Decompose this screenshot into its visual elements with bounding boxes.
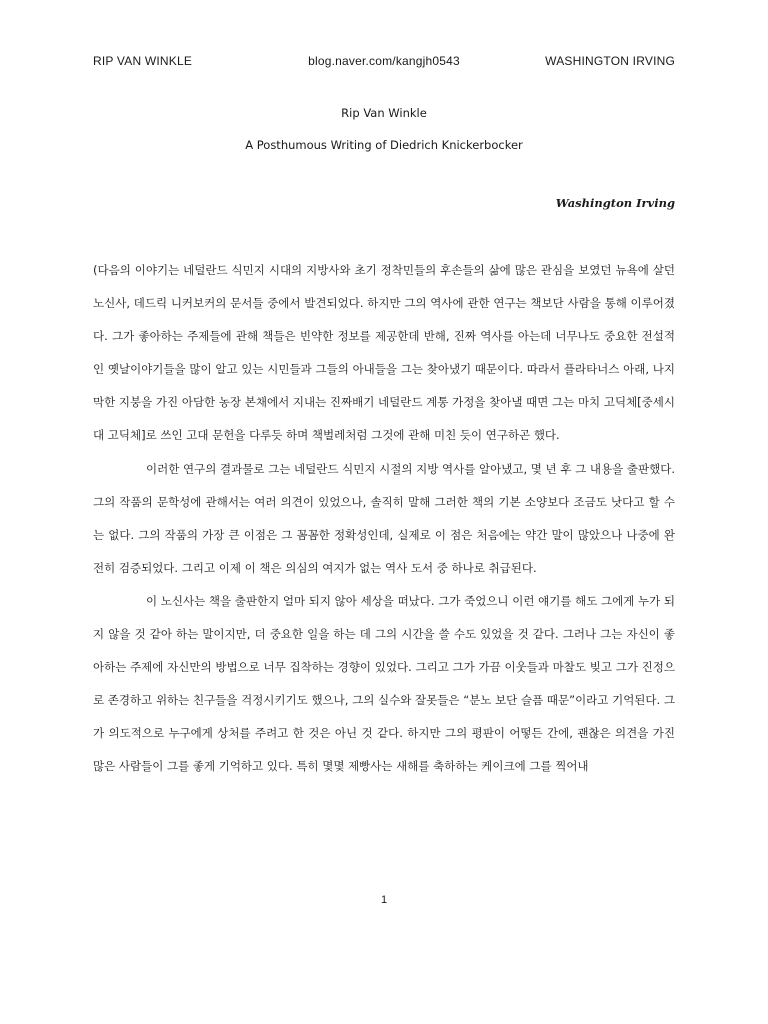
header-title: RIP VAN WINKLE [93,54,193,68]
page-header [93,54,675,72]
paragraph-2: 이러한 연구의 결과물로 그는 네덜란드 식민지 시절의 지방 역사를 알아냈고, 몇 년 후 그 내용을 출판했다. 그의 작품의 문학성에 관해서는 여러 의견이 있었으나, 솔직히 말해 그러한 책의 기본 소양보다 조금도 낫다고 할 수는 없다. 그의 작품의 가장 큰 이점은 그 꼼꼼한 정확성인데, 실제로 이 점은 처음에는 약간 말이 많았으나 나중에 완전히 검증되었다. 그리고 이제 이 책은 의심의 여지가 없는 역사 도서 중 하나로 취급된다. [93,461,675,575]
body-text [93,254,675,784]
paragraph-1: (다음의 이야기는 네덜란드 식민지 시대의 지방사와 초기 정착민들의 후손들의 삶에 많은 관심을 보였던 뉴욕에 살던 노신사, 데드릭 니커보커의 문서들 중에서 발견되었다. 하지만 그의 역사에 관한 연구는 책보단 사람을 통해 이루어졌다. 그가 좋아하는 주제들에 관해 책들은 빈약한 정보를 제공한데 반해, 진짜 역사를 아는데 너무나도 중요한 전설적인 옛날이야기들을 많이 알고 있는 시민들과 그들의 아내들을 그는 찾아냈기 때문이다. 따라서 플라타너스 아래, 나지막한 지붕을 가진 아담한 농장 본채에서 지내는 진짜배기 네덜란드 계통 가정을 찾아낼 때면 그는 마치 고딕체[중세시대 고딕체]로 쓰인 고대 문헌을 다루듯 하며 책벌레처럼 그것에 관해 미친 듯이 연구하곤 했다. [93,263,675,443]
document-subtitle: A Posthumous Writing of Diedrich Knickerbocker [245,138,523,152]
header-blog-link: blog.naver.com/kangjh0543 [308,54,460,68]
document-title: Rip Van Winkle [341,106,427,120]
document-author: Washington Irving [555,196,675,210]
header-author: WASHINGTON IRVING [545,54,675,68]
page-number: 1 [380,894,388,906]
paragraph-3: 이 노신사는 책을 출판한지 얼마 되지 않아 세상을 떠났다. 그가 죽었으니 이런 얘기를 해도 그에게 누가 되지 않을 것 같아 하는 말이지만, 더 중요한 일을 하는 데 그의 시간을 쓸 수도 있었을 것 같다. 그러나 그는 자신이 좋아하는 주제에 자신만의 방법으로 너무 집착하는 경향이 있었다. 그리고 그가 가끔 이웃들과 마찰도 빚고 그가 진정으로 존경하고 위하는 친구들을 걱정시키기도 했으나, 그의 실수와 잘못들은 “분노 보단 슬픔 때문”이라고 기억된다. 그가 의도적으로 누구에게 상처를 주려고 한 것은 아닌 것 같다. 하지만 그의 평판이 어떻든 간에, 괜찮은 의견을 가진 많은 사람들이 그를 좋게 기억하고 있다. 특히 몇몇 제빵사는 새해를 축하하는 케이크에 그를 찍어내 [93,593,675,774]
